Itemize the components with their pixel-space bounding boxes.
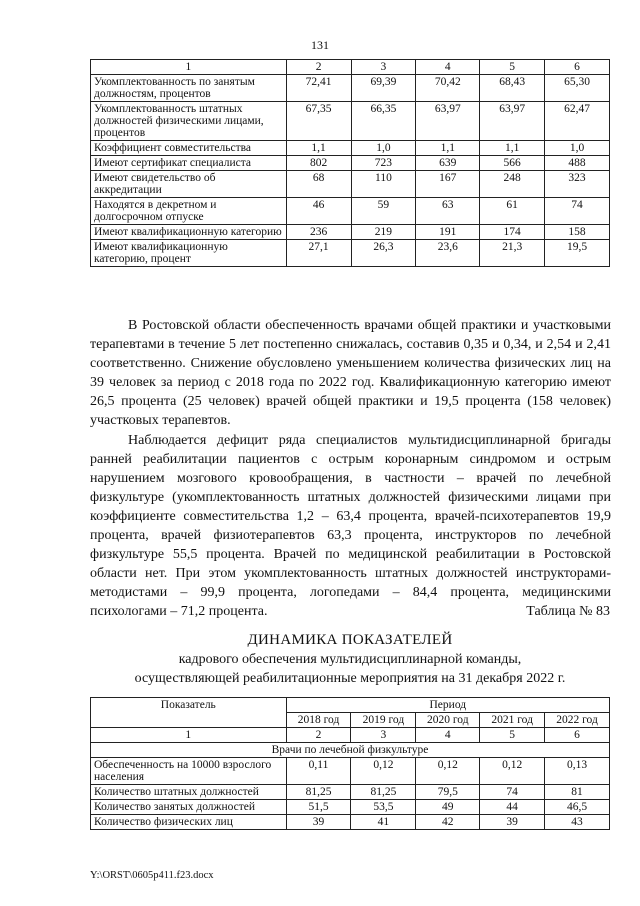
- table-cell: 74: [480, 785, 545, 800]
- title-subtitle: осуществляющей реабилитационные мероприятия на 31 декабря 2022 г.: [134, 671, 566, 686]
- table-cell: 69,39: [351, 75, 416, 102]
- table-cell: 1,0: [351, 141, 416, 156]
- table-cell: 723: [351, 156, 416, 171]
- table-cell: 566: [480, 156, 545, 171]
- rehab-team-table: [90, 697, 610, 830]
- body-text: [90, 316, 611, 622]
- table-cell: 1,1: [416, 141, 480, 156]
- table-cell: 26,3: [351, 240, 416, 267]
- table-cell: 21,3: [480, 240, 545, 267]
- table-header-row: [91, 60, 610, 75]
- table-cell: 53,5: [351, 800, 416, 815]
- paragraph: Наблюдается дефицит ряда специалистов мультидисциплинарной бригады ранней реабилитации пациентов с острым коронарным синдромом и острым нарушением мозгового кровообращения, в частности – врачей по лечебной физкультуре (укомплектованность штатных должностей физическими лицами при коэффициенте совместительства 1,2 – 63,4 процента, врачей-психотерапевтов 19,9 процента, врачей физиотерапевтов 63,3 процента, инструкторов по лечебной физкультуре 55,5 процента. Врачей по медицинской реабилитации в Ростовской области нет. При этом укомплектованность штатных должностей инструкторами-методистами – 99,9 процента, логопедами – 84,4 процента, медицинскими психологами – 71,2 процента.: [90, 432, 611, 620]
- table-cell: 191: [416, 225, 480, 240]
- header-cell: 4: [416, 728, 480, 743]
- table-cell: 110: [351, 171, 416, 198]
- header-year: 2018 год: [286, 713, 351, 728]
- table-cell: 802: [286, 156, 351, 171]
- table-cell: 0,11: [286, 758, 351, 785]
- table-row: [91, 815, 610, 830]
- table-cell: 70,42: [416, 75, 480, 102]
- row-label: Коэффициент совместительства: [91, 141, 287, 156]
- title-subtitle: кадрового обеспечения мультидисциплинарной команды,: [178, 652, 522, 667]
- table-row: [91, 758, 610, 785]
- table-cell: 68,43: [480, 75, 545, 102]
- header-period: Период: [286, 698, 609, 713]
- table-cell: 59: [351, 198, 416, 225]
- table-cell: 51,5: [286, 800, 351, 815]
- table-cell: 0,13: [545, 758, 610, 785]
- header-cell: 5: [480, 60, 545, 75]
- table-row: [91, 225, 610, 240]
- table-cell: 1,1: [480, 141, 545, 156]
- table-cell: 81: [545, 785, 610, 800]
- table-cell: 61: [480, 198, 545, 225]
- header-cell: 6: [545, 728, 610, 743]
- table-cell: 219: [351, 225, 416, 240]
- table-row: [91, 785, 610, 800]
- table-row: [91, 156, 610, 171]
- row-label: Имеют квалификационную категорию, процент: [91, 240, 287, 267]
- table-row: [91, 240, 610, 267]
- table-cell: 74: [545, 198, 610, 225]
- header-year: 2022 год: [545, 713, 610, 728]
- header-year: 2021 год: [480, 713, 545, 728]
- header-cell: 3: [351, 60, 416, 75]
- table-cell: 1,1: [286, 141, 351, 156]
- table-cell: 39: [286, 815, 351, 830]
- table-cell: 158: [545, 225, 610, 240]
- table-cell: 174: [480, 225, 545, 240]
- table-cell: 236: [286, 225, 351, 240]
- header-cell: 5: [480, 728, 545, 743]
- table-cell: 65,30: [545, 75, 610, 102]
- table-cell: 0,12: [416, 758, 480, 785]
- table-cell: 39: [480, 815, 545, 830]
- file-path-footer: Y:\ORST\0605p411.f23.docx: [90, 870, 214, 881]
- table-row: [91, 102, 610, 141]
- row-label: Количество физических лиц: [91, 815, 287, 830]
- page-number: 131: [311, 38, 329, 52]
- table-cell: 41: [351, 815, 416, 830]
- header-cell: 2: [286, 60, 351, 75]
- table-cell: 46,5: [545, 800, 610, 815]
- table-row: [91, 198, 610, 225]
- table-cell: 62,47: [545, 102, 610, 141]
- table-cell: 23,6: [416, 240, 480, 267]
- table-cell: 63,97: [416, 102, 480, 141]
- table-number: Таблица № 83: [526, 604, 610, 619]
- table-number-row: [91, 728, 610, 743]
- table-cell: 639: [416, 156, 480, 171]
- table-cell: 63: [416, 198, 480, 225]
- header-cell: 3: [351, 728, 416, 743]
- table-cell: 44: [480, 800, 545, 815]
- table-cell: 0,12: [351, 758, 416, 785]
- table-cell: 0,12: [480, 758, 545, 785]
- row-label: Количество штатных должностей: [91, 785, 287, 800]
- table-cell: 63,97: [480, 102, 545, 141]
- row-label: Обеспеченность на 10000 взрослого населения: [91, 758, 287, 785]
- row-label: Укомплектованность штатных должностей физическими лицами, процентов: [91, 102, 287, 141]
- header-year: 2020 год: [416, 713, 480, 728]
- table-cell: 81,25: [351, 785, 416, 800]
- table-cell: 72,41: [286, 75, 351, 102]
- table-cell: 66,35: [351, 102, 416, 141]
- table-cell: 19,5: [545, 240, 610, 267]
- staffing-table: [90, 59, 610, 267]
- header-indicator: Показатель: [91, 698, 287, 728]
- paragraph: В Ростовской области обеспеченность врачами общей практики и участковыми терапевтами в течение 5 лет постепенно снижалась, составив 0,35 и 0,34, и 2,54 и 2,41 соответственно. Снижение обусловлено уменьшением количества физических лиц на 39 человек за период с 2018 года по 2022 год. Квалификационную категорию имеют 26,5 процента (25 человек) врачей общей практики и 19,5 процента (158 человек) участковых терапевтов.: [90, 318, 611, 429]
- table-cell: 81,25: [286, 785, 351, 800]
- row-label: Количество занятых должностей: [91, 800, 287, 815]
- table-cell: 79,5: [416, 785, 480, 800]
- row-label: Укомплектованность по занятым должностям, процентов: [91, 75, 287, 102]
- table-cell: 27,1: [286, 240, 351, 267]
- table-cell: 49: [416, 800, 480, 815]
- header-cell: 2: [286, 728, 351, 743]
- table-cell: 42: [416, 815, 480, 830]
- row-label: Имеют сертификат специалиста: [91, 156, 287, 171]
- header-cell: 6: [545, 60, 610, 75]
- table-row: [91, 800, 610, 815]
- section-title: Врачи по лечебной физкультуре: [91, 743, 610, 758]
- table-cell: 167: [416, 171, 480, 198]
- table-row: [91, 141, 610, 156]
- row-label: Имеют свидетельство об аккредитации: [91, 171, 287, 198]
- row-label: Находятся в декретном и долгосрочном отпуске: [91, 198, 287, 225]
- table-cell: 68: [286, 171, 351, 198]
- table-cell: 488: [545, 156, 610, 171]
- table-cell: 248: [480, 171, 545, 198]
- section-row: [91, 743, 610, 758]
- table-cell: 323: [545, 171, 610, 198]
- table-row: [91, 171, 610, 198]
- header-year: 2019 год: [351, 713, 416, 728]
- header-cell: 1: [91, 728, 287, 743]
- table-cell: 46: [286, 198, 351, 225]
- table-cell: 43: [545, 815, 610, 830]
- title-main: ДИНАМИКА ПОКАЗАТЕЛЕЙ: [247, 632, 453, 648]
- table-cell: 67,35: [286, 102, 351, 141]
- table-header-row: [91, 698, 610, 713]
- table-title: [90, 631, 610, 688]
- header-cell: 4: [416, 60, 480, 75]
- row-label: Имеют квалификационную категорию: [91, 225, 287, 240]
- table-row: [91, 75, 610, 102]
- header-cell: 1: [91, 60, 287, 75]
- table-cell: 1,0: [545, 141, 610, 156]
